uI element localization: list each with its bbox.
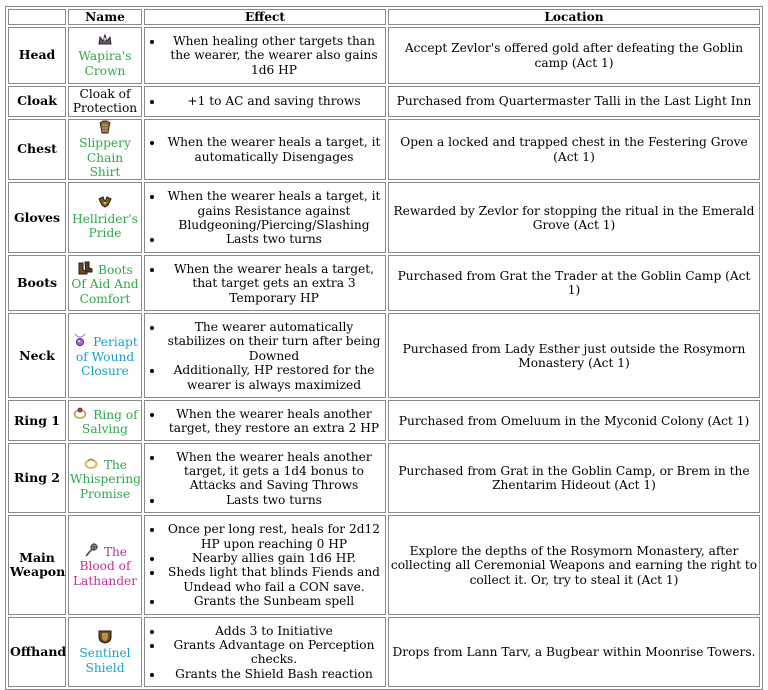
item-name-link[interactable]: The Blood of Lathander — [72, 544, 138, 588]
effect-cell — [144, 27, 386, 84]
item-name-cell — [68, 313, 142, 398]
item-name-cell — [68, 119, 142, 181]
effect-item: • Grants the Shield Bash reaction — [164, 667, 384, 681]
table-row — [8, 515, 760, 615]
item-name-link[interactable]: Periapt of Wound Closure — [75, 335, 138, 379]
effect-cell — [144, 182, 386, 253]
gear-table — [5, 6, 763, 690]
table-row — [8, 119, 760, 181]
header-name: Name — [68, 9, 142, 25]
effect-cell — [144, 255, 386, 311]
effect-item: • Additionally, HP restored for the wearer is always maximized — [164, 363, 384, 392]
effect-item: • Lasts two turns — [164, 232, 384, 246]
effect-item: • Adds 3 to Initiative — [164, 624, 384, 638]
slot-cell: Gloves — [8, 182, 66, 253]
location-cell: Purchased from Omeluum in the Myconid Colony (Act 1) — [388, 400, 760, 441]
item-name-cell — [68, 255, 142, 311]
location-cell: Purchased from Grat the Trader at the Goblin Camp (Act 1) — [388, 255, 760, 311]
location-cell: Drops from Lann Tarv, a Bugbear within Moonrise Towers. — [388, 617, 760, 687]
item-name-cell — [68, 182, 142, 253]
effect-cell — [144, 443, 386, 513]
effect-item: • When the wearer heals a target, it automatically Disengages — [164, 135, 384, 164]
gloves-icon — [97, 195, 113, 209]
slot-cell: Neck — [8, 313, 66, 398]
table-row — [8, 255, 760, 311]
slot-cell: Head — [8, 27, 66, 84]
effect-cell — [144, 86, 386, 117]
location-cell: Open a locked and trapped chest in the Festering Grove (Act 1) — [388, 119, 760, 181]
item-name-link[interactable]: Wapira's Crown — [78, 49, 132, 78]
location-cell: Purchased from Grat in the Goblin Camp, or Brem in the Zhentarim Hideout (Act 1) — [388, 443, 760, 513]
item-name-cell — [68, 400, 142, 441]
mace-icon — [83, 543, 99, 557]
effect-item: • When healing other targets than the wearer, the wearer also gains 1d6 HP — [164, 34, 384, 77]
effect-cell — [144, 515, 386, 615]
boots-icon — [77, 261, 93, 275]
slot-cell: Ring 2 — [8, 443, 66, 513]
chain-shirt-icon — [97, 120, 113, 134]
table-row — [8, 400, 760, 441]
slot-cell: Boots — [8, 255, 66, 311]
effect-item: • Sheds light that blinds Fiends and Undead who fail a CON save. — [164, 565, 384, 594]
effect-item: • The wearer automatically stabilizes on their turn after being Downed — [164, 320, 384, 363]
table-row — [8, 182, 760, 253]
slot-cell: Offhand — [8, 617, 66, 687]
header-row — [8, 9, 760, 25]
ring-gold-icon — [83, 456, 99, 470]
effect-item: • Grants the Sunbeam spell — [164, 594, 384, 608]
item-name-text: Cloak of Protection — [72, 87, 138, 116]
effect-item: • When the wearer heals another target, they restore an extra 2 HP — [164, 407, 384, 436]
item-name-cell — [68, 443, 142, 513]
effect-item: • When the wearer heals another target, it gets a 1d4 bonus to Attacks and Saving Throws — [164, 450, 384, 493]
effect-item: • Grants Advantage on Perception checks. — [164, 638, 384, 667]
item-name-cell — [68, 515, 142, 615]
slot-cell: Main Weapon — [8, 515, 66, 615]
slot-cell: Cloak — [8, 86, 66, 117]
location-cell: Purchased from Lady Esther just outside the Rosymorn Monastery (Act 1) — [388, 313, 760, 398]
item-name-link[interactable]: Boots Of Aid And Comfort — [71, 262, 139, 306]
header-effect: Effect — [144, 9, 386, 25]
slot-cell: Ring 1 — [8, 400, 66, 441]
item-name-cell — [68, 86, 142, 117]
location-cell: Accept Zevlor's offered gold after defeating the Goblin camp (Act 1) — [388, 27, 760, 84]
location-cell: Purchased from Quartermaster Talli in the Last Light Inn — [388, 86, 760, 117]
table-row — [8, 86, 760, 117]
header-location: Location — [388, 9, 760, 25]
slot-cell: Chest — [8, 119, 66, 181]
item-name-cell — [68, 27, 142, 84]
effect-cell — [144, 313, 386, 398]
crown-icon — [97, 33, 113, 47]
shield-icon — [97, 630, 113, 644]
item-name-link[interactable]: Ring of Salving — [82, 407, 138, 436]
table-row — [8, 27, 760, 84]
effect-item: • Once per long rest, heals for 2d12 HP upon reaching 0 HP — [164, 522, 384, 551]
effect-item: • When the wearer heals a target, it gains Resistance against Bludgeoning/Piercing/Slashing — [164, 189, 384, 232]
item-name-link[interactable]: Hellrider's Pride — [72, 211, 138, 241]
effect-item: • +1 to AC and saving throws — [164, 94, 384, 108]
location-cell: Rewarded by Zevlor for stopping the ritual in the Emerald Grove (Act 1) — [388, 182, 760, 253]
header-slot — [8, 9, 66, 25]
location-cell: Explore the depths of the Rosymorn Monastery, after collecting all Ceremonial Weapons and earning the right to collect it. Or, try to steal it (Act 1) — [388, 515, 760, 615]
ring-icon — [72, 406, 88, 420]
item-name-link[interactable]: The Whispering Promise — [70, 457, 141, 501]
effect-item: • When the wearer heals a target, that target gets an extra 3 Temporary HP — [164, 262, 384, 305]
amulet-icon — [72, 333, 88, 347]
table-row — [8, 443, 760, 513]
item-name-link[interactable]: Slippery Chain Shirt — [79, 136, 131, 180]
effect-cell — [144, 400, 386, 441]
effect-item: • Lasts two turns — [164, 493, 384, 507]
effect-cell — [144, 119, 386, 181]
item-name-link[interactable]: Sentinel Shield — [79, 646, 131, 675]
table-row — [8, 313, 760, 398]
effect-item: • Nearby allies gain 1d6 HP. — [164, 551, 384, 565]
